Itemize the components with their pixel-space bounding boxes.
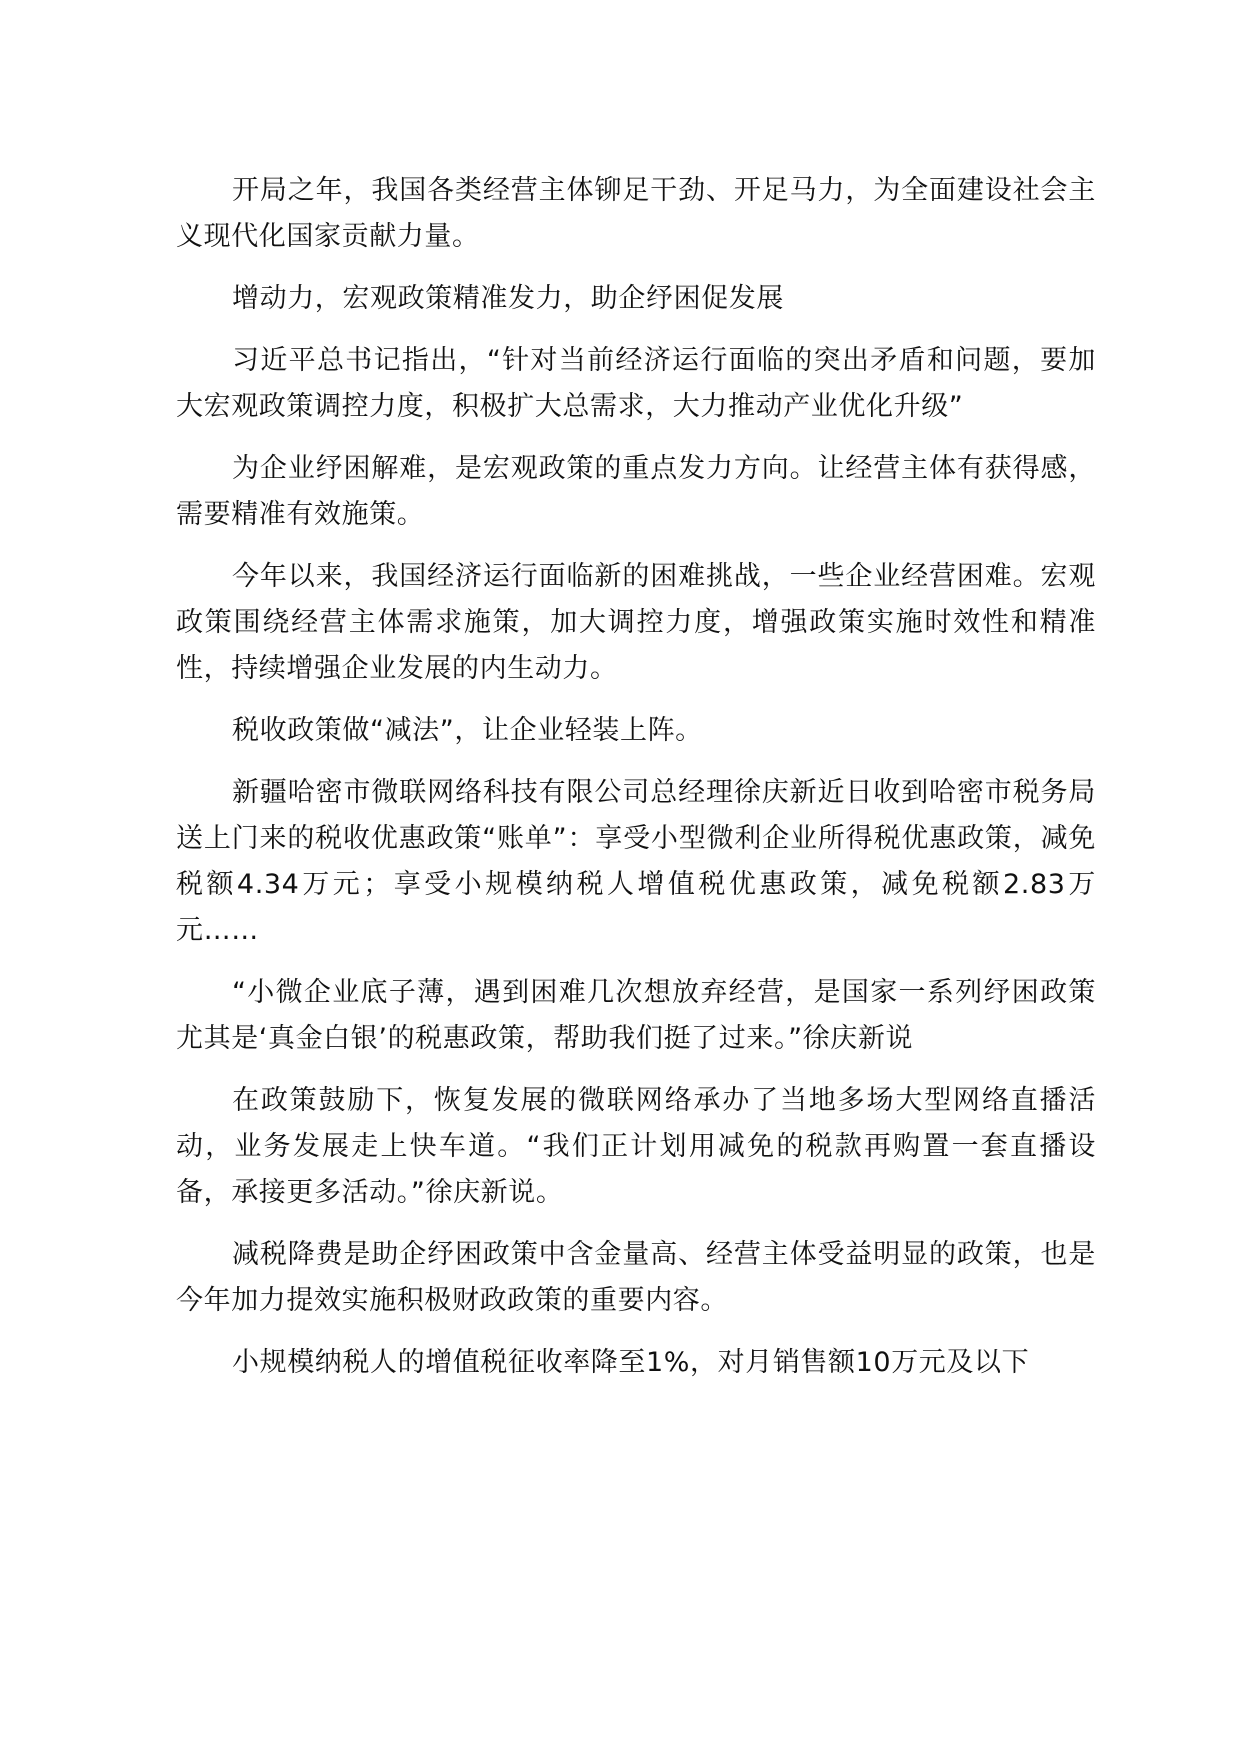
paragraph-intro: 开局之年，我国各类经营主体铆足干劲、开足马力，为全面建设社会主义现代化国家贡献力量。	[176, 175, 1096, 252]
paragraph-owner-quote: “小微企业底子薄，遇到困难几次想放弃经营，是国家一系列纾困政策尤其是‘真金白银’的税惠政策，帮助我们挺了过来。”徐庆新说	[176, 977, 1096, 1054]
paragraph-hami-company: 新疆哈密市微联网络科技有限公司总经理徐庆新近日收到哈密市税务局送上门来的税收优惠政策“账单”：享受小型微利企业所得税优惠政策，减免税额4.34万元；享受小规模纳税人增值税优惠政策，减免税额2.83万元……	[176, 777, 1096, 946]
paragraph-tax-subtraction: 税收政策做“减法”，让企业轻装上阵。	[232, 715, 703, 746]
paragraph-vat-rate: 小规模纳税人的增值税征收率降至1%，对月销售额10万元及以下	[232, 1347, 1030, 1378]
paragraph-quote-xi: 习近平总书记指出，“针对当前经济运行面临的突出矛盾和问题，要加大宏观政策调控力度，积极扩大总需求，大力推动产业优化升级”	[176, 345, 1096, 422]
paragraph-tax-reduction: 减税降费是助企纾困政策中含金量高、经营主体受益明显的政策，也是今年加力提效实施积极财政政策的重要内容。	[176, 1239, 1096, 1316]
paragraph-live-streaming: 在政策鼓励下，恢复发展的微联网络承办了当地多场大型网络直播活动，业务发展走上快车道。“我们正计划用减免的税款再购置一套直播设备，承接更多活动。”徐庆新说。	[176, 1085, 1096, 1208]
paragraph-economic-challenges: 今年以来，我国经济运行面临新的困难挑战，一些企业经营困难。宏观政策围绕经营主体需求施策，加大调控力度，增强政策实施时效性和精准性，持续增强企业发展的内生动力。	[176, 561, 1096, 684]
article-body	[176, 168, 1096, 1402]
paragraph-subheading: 增动力，宏观政策精准发力，助企纾困促发展	[232, 283, 784, 314]
paragraph-policy-direction: 为企业纾困解难，是宏观政策的重点发力方向。让经营主体有获得感，需要精准有效施策。	[176, 453, 1096, 530]
